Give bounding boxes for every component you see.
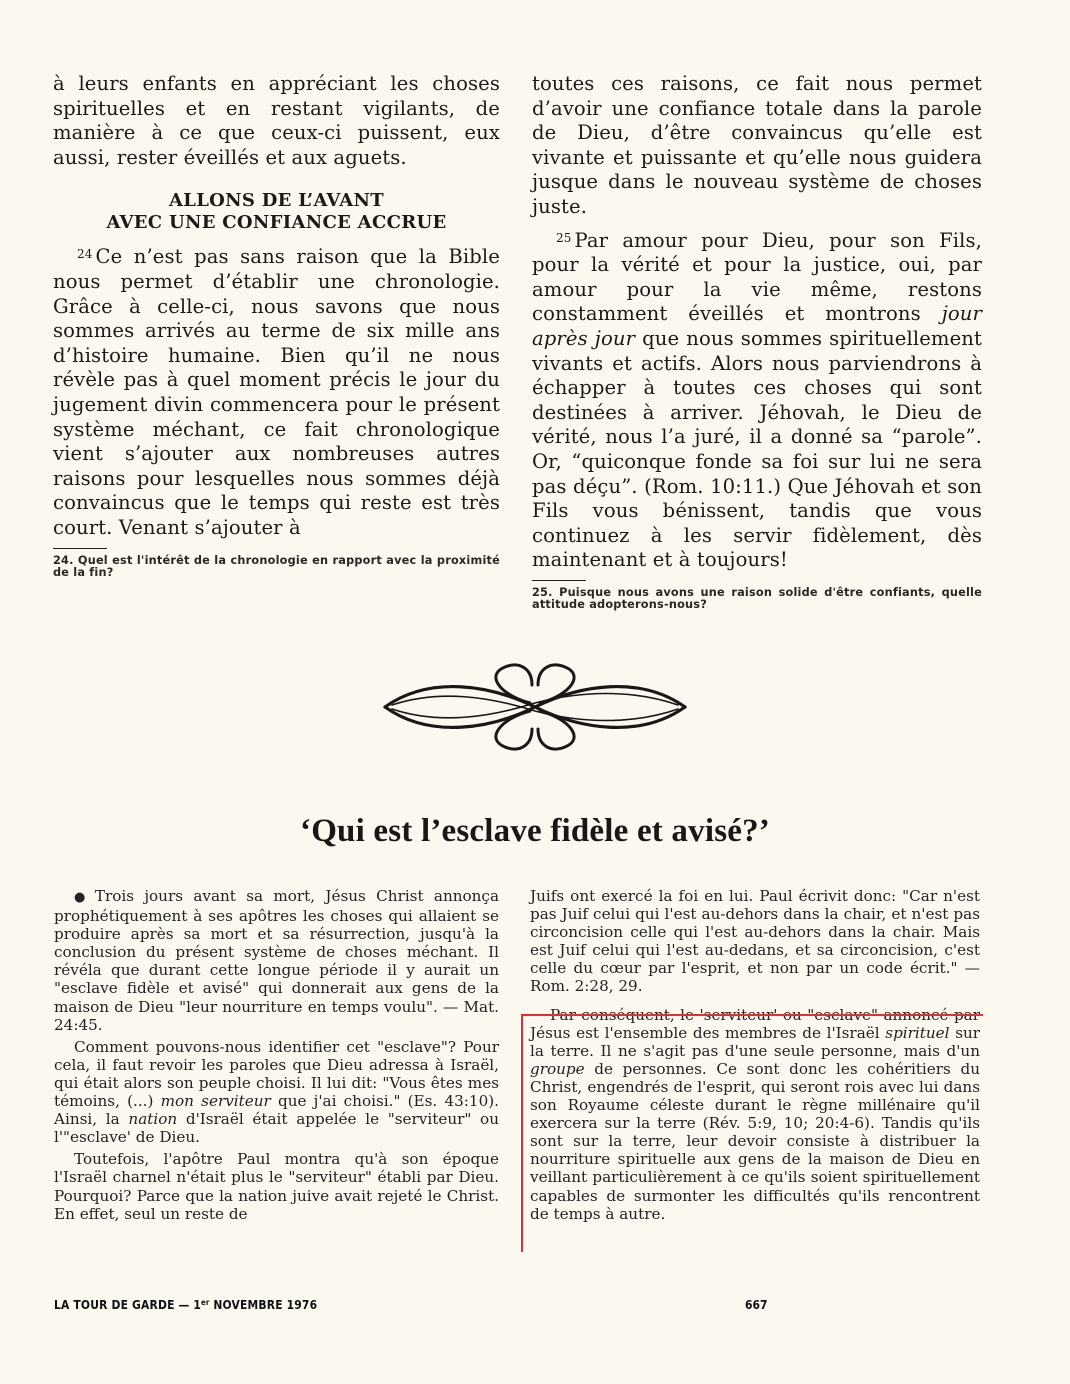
paragraph-number: 25 [556, 230, 572, 245]
article-paragraph-3: Toutefois, l'apôtre Paul montra qu'à son époque l'Israël charnel n'était plus le "serviteur" établi par Dieu. Pourquoi? Parce que la nation juive avait rejeté le Christ. En effet, seul un reste de [54, 1150, 499, 1223]
publication-footer [54, 1297, 317, 1312]
paragraph-text: Par conséquent, le 'serviteur' ou "esclave" annoncé par Jésus est l'ensemble des membres de l'Israël [530, 1005, 980, 1042]
article-paragraph-2 [54, 1038, 499, 1147]
article-paragraph-4: Juifs ont exercé la foi en lui. Paul écrivit donc: "Car n'est pas Juif celui qui l'est au-dehors dans la chair, et n'est pas circoncision celle qui l'est au-dehors dans la chair. Mais est Juif celui qui l'est au-dedans, et sa circoncision, c'est celle du cœur par l'esprit, et non par un code écrit." — Rom. 2:28, 29. [530, 887, 980, 996]
emphasis-text: jour après jour [532, 302, 982, 350]
column-top-left [53, 72, 500, 580]
emphasis-text: groupe [530, 1059, 585, 1078]
paragraph-text: d'Israël était appelée le "serviteur" ou l'"esclave' de Dieu. [54, 1110, 499, 1147]
footer-text: NOVEMBRE 1976 [209, 1297, 318, 1312]
paragraph-text: Ce n’est pas sans raison que la Bible nous permet d’établir une chronologie. Grâce à celle-ci, nous savons que nous sommes arrivés au terme de six mille ans d’histoire humaine. Bien qu’il ne nous révèle pas à quel moment précis le jour du jugement divin commencera pour le présent système méchant, ce fait chronologique vient s’ajouter aux nombreuses autres raisons pour lesquelles nous sommes déjà convaincus que le temps qui reste est très court. Venant s’ajouter à [53, 245, 500, 539]
footer-superscript: er [200, 1298, 210, 1307]
column-bottom-right [530, 887, 980, 1223]
paragraph-text: que j'ai choisi." (Es. 43:10). Ainsi, la [54, 1092, 499, 1129]
column-bottom-left [54, 887, 499, 1223]
footnote-rule [532, 580, 586, 581]
continuation-paragraph: à leurs enfants en appréciant les choses spirituelles et en restant vigilants, de manière à ce que ceux-ci puissent, eux aussi, rester éveillés et aux aguets. [53, 72, 500, 169]
paragraph-24 [53, 242, 500, 540]
article-paragraph-5-highlighted [530, 1006, 980, 1223]
emphasis-text: mon serviteur [160, 1092, 271, 1111]
emphasis-text: spirituel [885, 1023, 950, 1042]
paragraph-25 [532, 226, 982, 573]
bullet-icon: ● [74, 890, 91, 905]
paragraph-text: Trois jours avant sa mort, Jésus Christ annonça prophétiquement à ses apôtres les choses qui allaient se produire après sa mort et sa résurrection, jusqu'à la conclusion du présent système de choses méchant. Il révéla que durant cette longue période il y aurait un "esclave fidèle et avisé" qui donnerait aux gens de la maison de Dieu "leur nourriture en temps voulu". — Mat. 24:45. [54, 887, 499, 1034]
study-question-24: 24. Quel est l'intérêt de la chronologie en rapport avec la proximité de la fin? [53, 553, 500, 580]
paragraph-text: sur la terre. Il ne s'agit pas d'une seule personne, mais d'un [530, 1023, 981, 1060]
paragraph-text: Par amour pour Dieu, pour son Fils, pour la vérité et pour la justice, oui, par amour pour la vie même, restons constamment éveillés et montrons [532, 228, 982, 326]
paragraph-text: de personnes. Ce sont donc les cohéritiers du Christ, engendrés de l'esprit, qui seront rois avec lui dans son Royaume céleste durant le règne millénaire qu'il exercera sur la terre (Rév. 5:9, 10; 20:4-6). Tandis qu'ils sont sur la terre, leur devoir consiste à distribuer la nourriture spirituelle aux gens de la maison de Dieu en veillant particulièrement à ce qu'ils soient spirituellement capables de surmonter les difficultés qu'ils rencontrent de temps à autre. [530, 1059, 980, 1223]
emphasis-text: nation [128, 1110, 178, 1129]
paragraph-number: 24 [77, 247, 93, 262]
footer-text: LA TOUR DE GARDE — 1 [54, 1297, 201, 1312]
column-top-right [532, 72, 982, 612]
section-subheading [53, 190, 500, 234]
paragraph-text: Comment pouvons-nous identifier cet "esclave"? Pour cela, il faut revoir les paroles que Dieu adressa à Israël, qui était alors son peuple choisi. Il lui dit: "Vous êtes mes témoins, (...) [54, 1037, 499, 1111]
continuation-paragraph: toutes ces raisons, ce fait nous permet d’avoir une confiance totale dans la parole de Dieu, d’être convaincus qu’elle est vivante et puissante et qu’elle nous guidera jusque dans le nouveau système de choses juste. [532, 72, 982, 218]
article-paragraph-1 [54, 887, 499, 1034]
flourish-ornament-icon [370, 655, 700, 755]
page-number: 667 [745, 1297, 768, 1312]
subheading-line-1: ALLONS DE L’AVANT [168, 190, 385, 212]
study-question-25: 25. Puisque nous avons une raison solide d'être confiants, quelle attitude adopterons-nous? [532, 585, 982, 612]
footnote-rule [53, 548, 107, 549]
paragraph-text: que nous sommes spirituellement vivants et actifs. Alors nous parviendrons à échapper à toutes ces choses qui sont destinées à arriver. Jéhovah, le Dieu de vérité, nous l’a juré, il a donné sa “parole”. Or, “quiconque fonde sa foi sur lui ne sera pas déçu”. (Rom. 10:11.) Que Jéhovah et son Fils vous bénissent, tandis que vous continuez à les servir fidèlement, dès maintenant et à toujours! [532, 326, 982, 572]
subheading-line-2: AVEC UNE CONFIANCE ACCRUE [106, 212, 447, 234]
article-title: ‘Qui est l’esclave fidèle et avisé?’ [300, 813, 770, 849]
